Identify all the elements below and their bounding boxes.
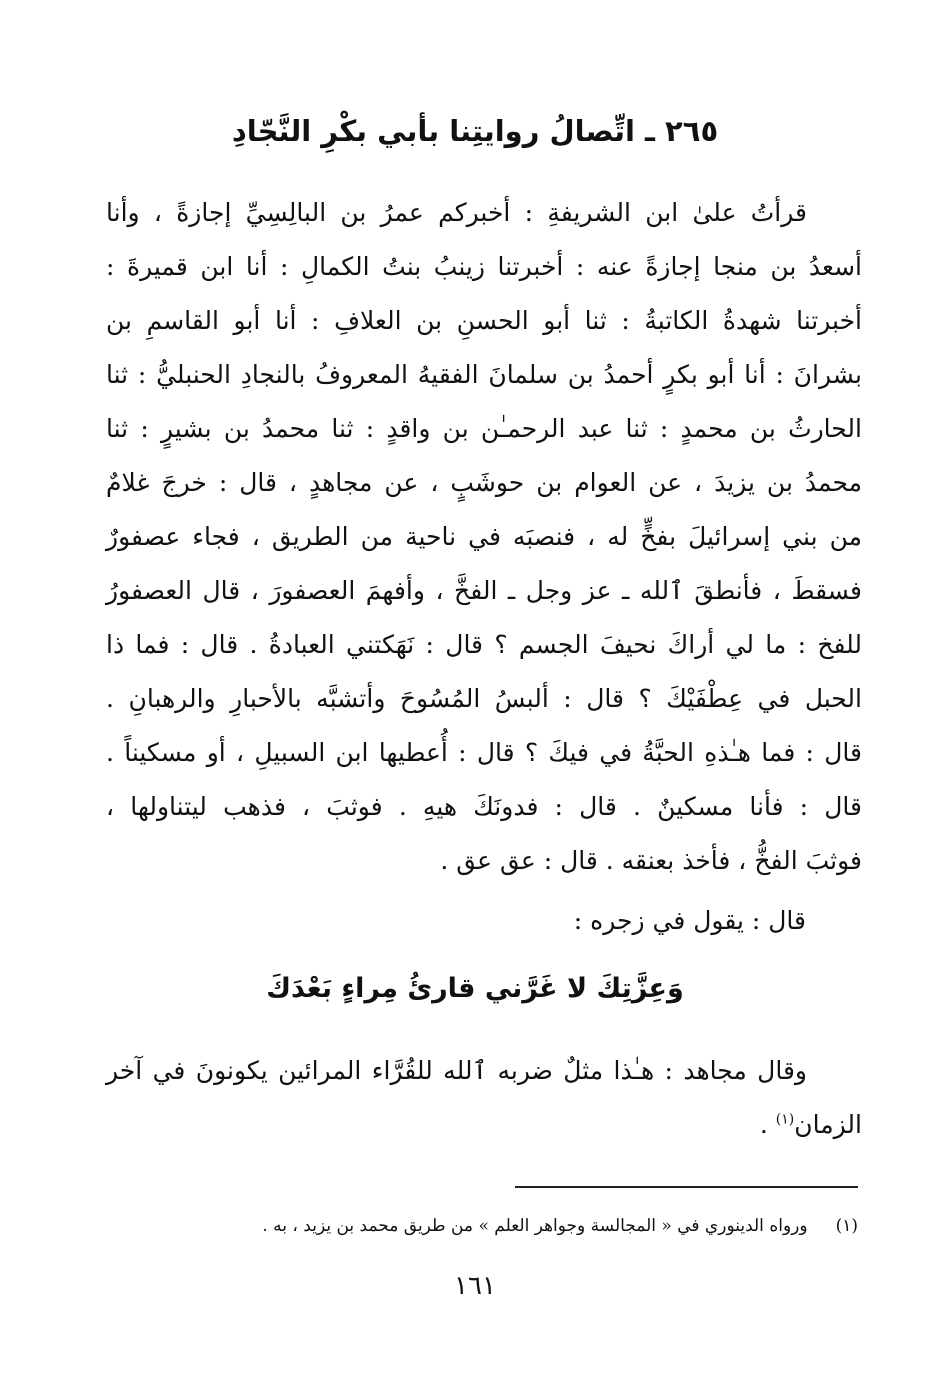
closing-line-last [106, 1098, 862, 1152]
section-heading: ٢٦٥ ـ اتِّصالُ روايتِنا بأبي بكْرِ النَّجّادِ [231, 114, 719, 148]
closing-line: وقال مجاهد : هـٰذا مثلٌ ضربه ٱلله للقُرَّاء المرائين يكونونَ في آخر [106, 1056, 807, 1085]
paragraph-line: قرأتُ علىٰ ابن الشريفةِ : أخبركم عمرُ بن البالِسِيِّ إجازةً ، وأنا [106, 198, 807, 227]
paragraph-line: الحبل في عِطْفَيْكَ ؟ قال : ألبسُ المُسُوحَ وأتشبَّه بالأحبارِ والرهبانِ . [106, 684, 862, 713]
verse-intro: قال : يقول في زجره : [573, 906, 806, 935]
paragraph-line: بشرانَ : أنا أبو بكرٍ أحمدُ بن سلمانَ الفقيهُ المعروفُ بالنجادِ الحنبليُّ : ثنا [106, 360, 862, 389]
paragraph-line: للفخ : ما لي أراكَ نحيفَ الجسم ؟ قال : نَهَكتني العبادةُ . قال : فما ذا [106, 630, 862, 659]
main-paragraph [106, 186, 862, 888]
footnote-reference[interactable]: (١) [775, 1111, 795, 1128]
paragraph-line: قال : فما هـٰذهِ الحبَّةُ في فيكَ ؟ قال : أُعطيها ابن السبيلِ ، أو مسكيناً . [106, 738, 862, 767]
footnote [150, 1208, 858, 1244]
paragraph-line: من بني إسرائيلَ بفخٍّ له ، فنصبَه في ناحية من الطريق ، فجاء عصفورٌ [106, 522, 862, 551]
footnote-text: ورواه الدينوري في « المجالسة وجواهر العلم » من طريق محمد بن يزيد ، به . [262, 1216, 808, 1236]
paragraph-line: قال : فأنا مسكينٌ . قال : فدونَكَ هيهِ . فوثبَ ، فذهب ليتناولها ، [106, 792, 862, 821]
paragraph-line: محمدُ بن يزيدَ ، عن العوام بن حوشَبٍ ، عن مجاهدٍ ، قال : خرجَ غلامٌ [106, 468, 862, 497]
closing-word: الزمان [794, 1110, 862, 1139]
footnote-separator [515, 1186, 858, 1188]
paragraph-line: أخبرتنا شهدةُ الكاتبةُ : ثنا أبو الحسنِ بن العلافِ : أنا أبو القاسمِ بن [106, 306, 862, 335]
paragraph-line: فوثبَ الفخُّ ، فأخذ بعنقه . قال : عق عق . [440, 846, 862, 875]
paragraph-line: أسعدُ بن منجا إجازةً عنه : أخبرتنا زينبُ بنتُ الكمالِ : أنا ابن قميرةَ : [106, 252, 862, 281]
paragraph-line: الحارثُ بن محمدٍ : ثنا عبد الرحمـٰن بن واقدٍ : ثنا محمدُ بن بشيرٍ : ثنا [106, 414, 862, 443]
closing-punctuation: . [759, 1110, 776, 1139]
closing-paragraph [106, 1044, 862, 1152]
page-number: ١٦١ [454, 1271, 496, 1301]
poetry-verse: وَعِزَّتِكَ لا غَرَّني قارئُ مِراءٍ بَعْدَكَ [266, 973, 684, 1004]
footnote-number: (١) [835, 1216, 858, 1236]
paragraph-line: فسقطَ ، فأنطقَ ٱلله ـ عز وجل ـ الفخَّ ، وأفهمَ العصفورَ ، قال العصفورُ [106, 576, 862, 605]
